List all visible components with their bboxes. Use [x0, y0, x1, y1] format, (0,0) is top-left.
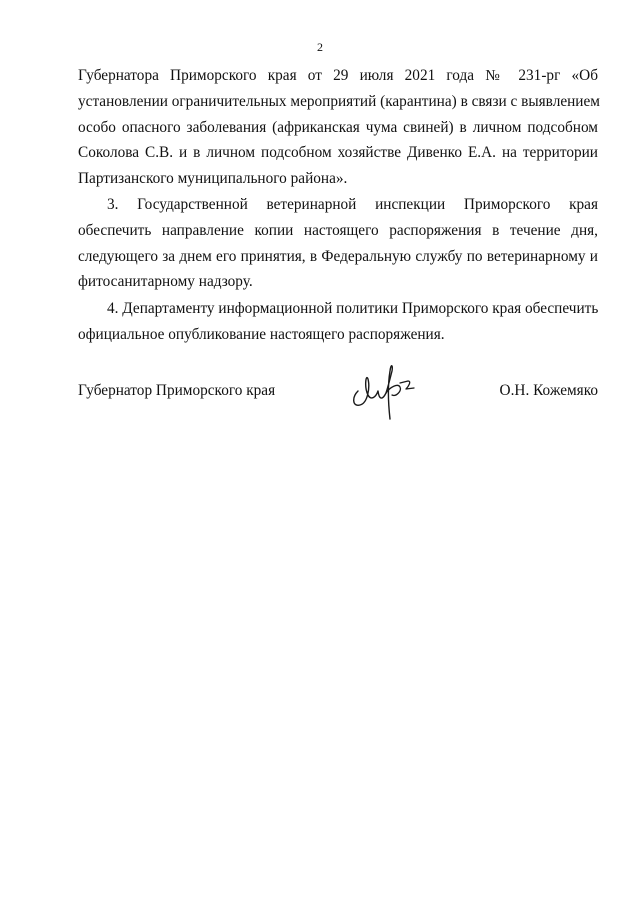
paragraph-line: фитосанитарному надзору.	[78, 273, 253, 291]
paragraph-item-4	[78, 296, 598, 348]
paragraph-line: особо опасного заболевания (африканская чума свиней) в личном подсобном	[78, 118, 598, 136]
paragraph-item-3	[78, 192, 598, 295]
paragraph-line: обеспечить направление копии настоящего распоряжения в течение дня,	[78, 221, 598, 239]
paragraph-line: следующего за днем его принятия, в Федеральную службу по ветеринарному и	[78, 247, 598, 265]
paragraph-line: Партизанского муниципального района».	[78, 170, 348, 188]
paragraph-line: официальное опубликование настоящего распоряжения.	[78, 325, 445, 343]
paragraph-line: 4. Департаменту информационной политики Приморского края обеспечить	[107, 300, 599, 317]
paragraph-continuation	[78, 63, 598, 192]
paragraph-line: установлении ограничительных мероприятий (карантина) в связи с выявлением	[78, 92, 600, 110]
paragraph-line: Губернатора Приморского края от 29 июля 2021 года № 231-рг «Об	[78, 67, 598, 84]
signature-block	[78, 365, 598, 425]
paragraph-line: 3. Государственной ветеринарной инспекции Приморского края	[107, 196, 598, 213]
paragraph-line: Соколова С.В. и в личном подсобном хозяйстве Дивенко Е.А. на территории	[78, 144, 598, 162]
page-number: 2	[317, 40, 323, 54]
handwritten-signature	[346, 357, 426, 423]
signatory-position: Губернатор Приморского края	[78, 382, 276, 399]
signatory-name: О.Н. Кожемяко	[499, 382, 598, 399]
